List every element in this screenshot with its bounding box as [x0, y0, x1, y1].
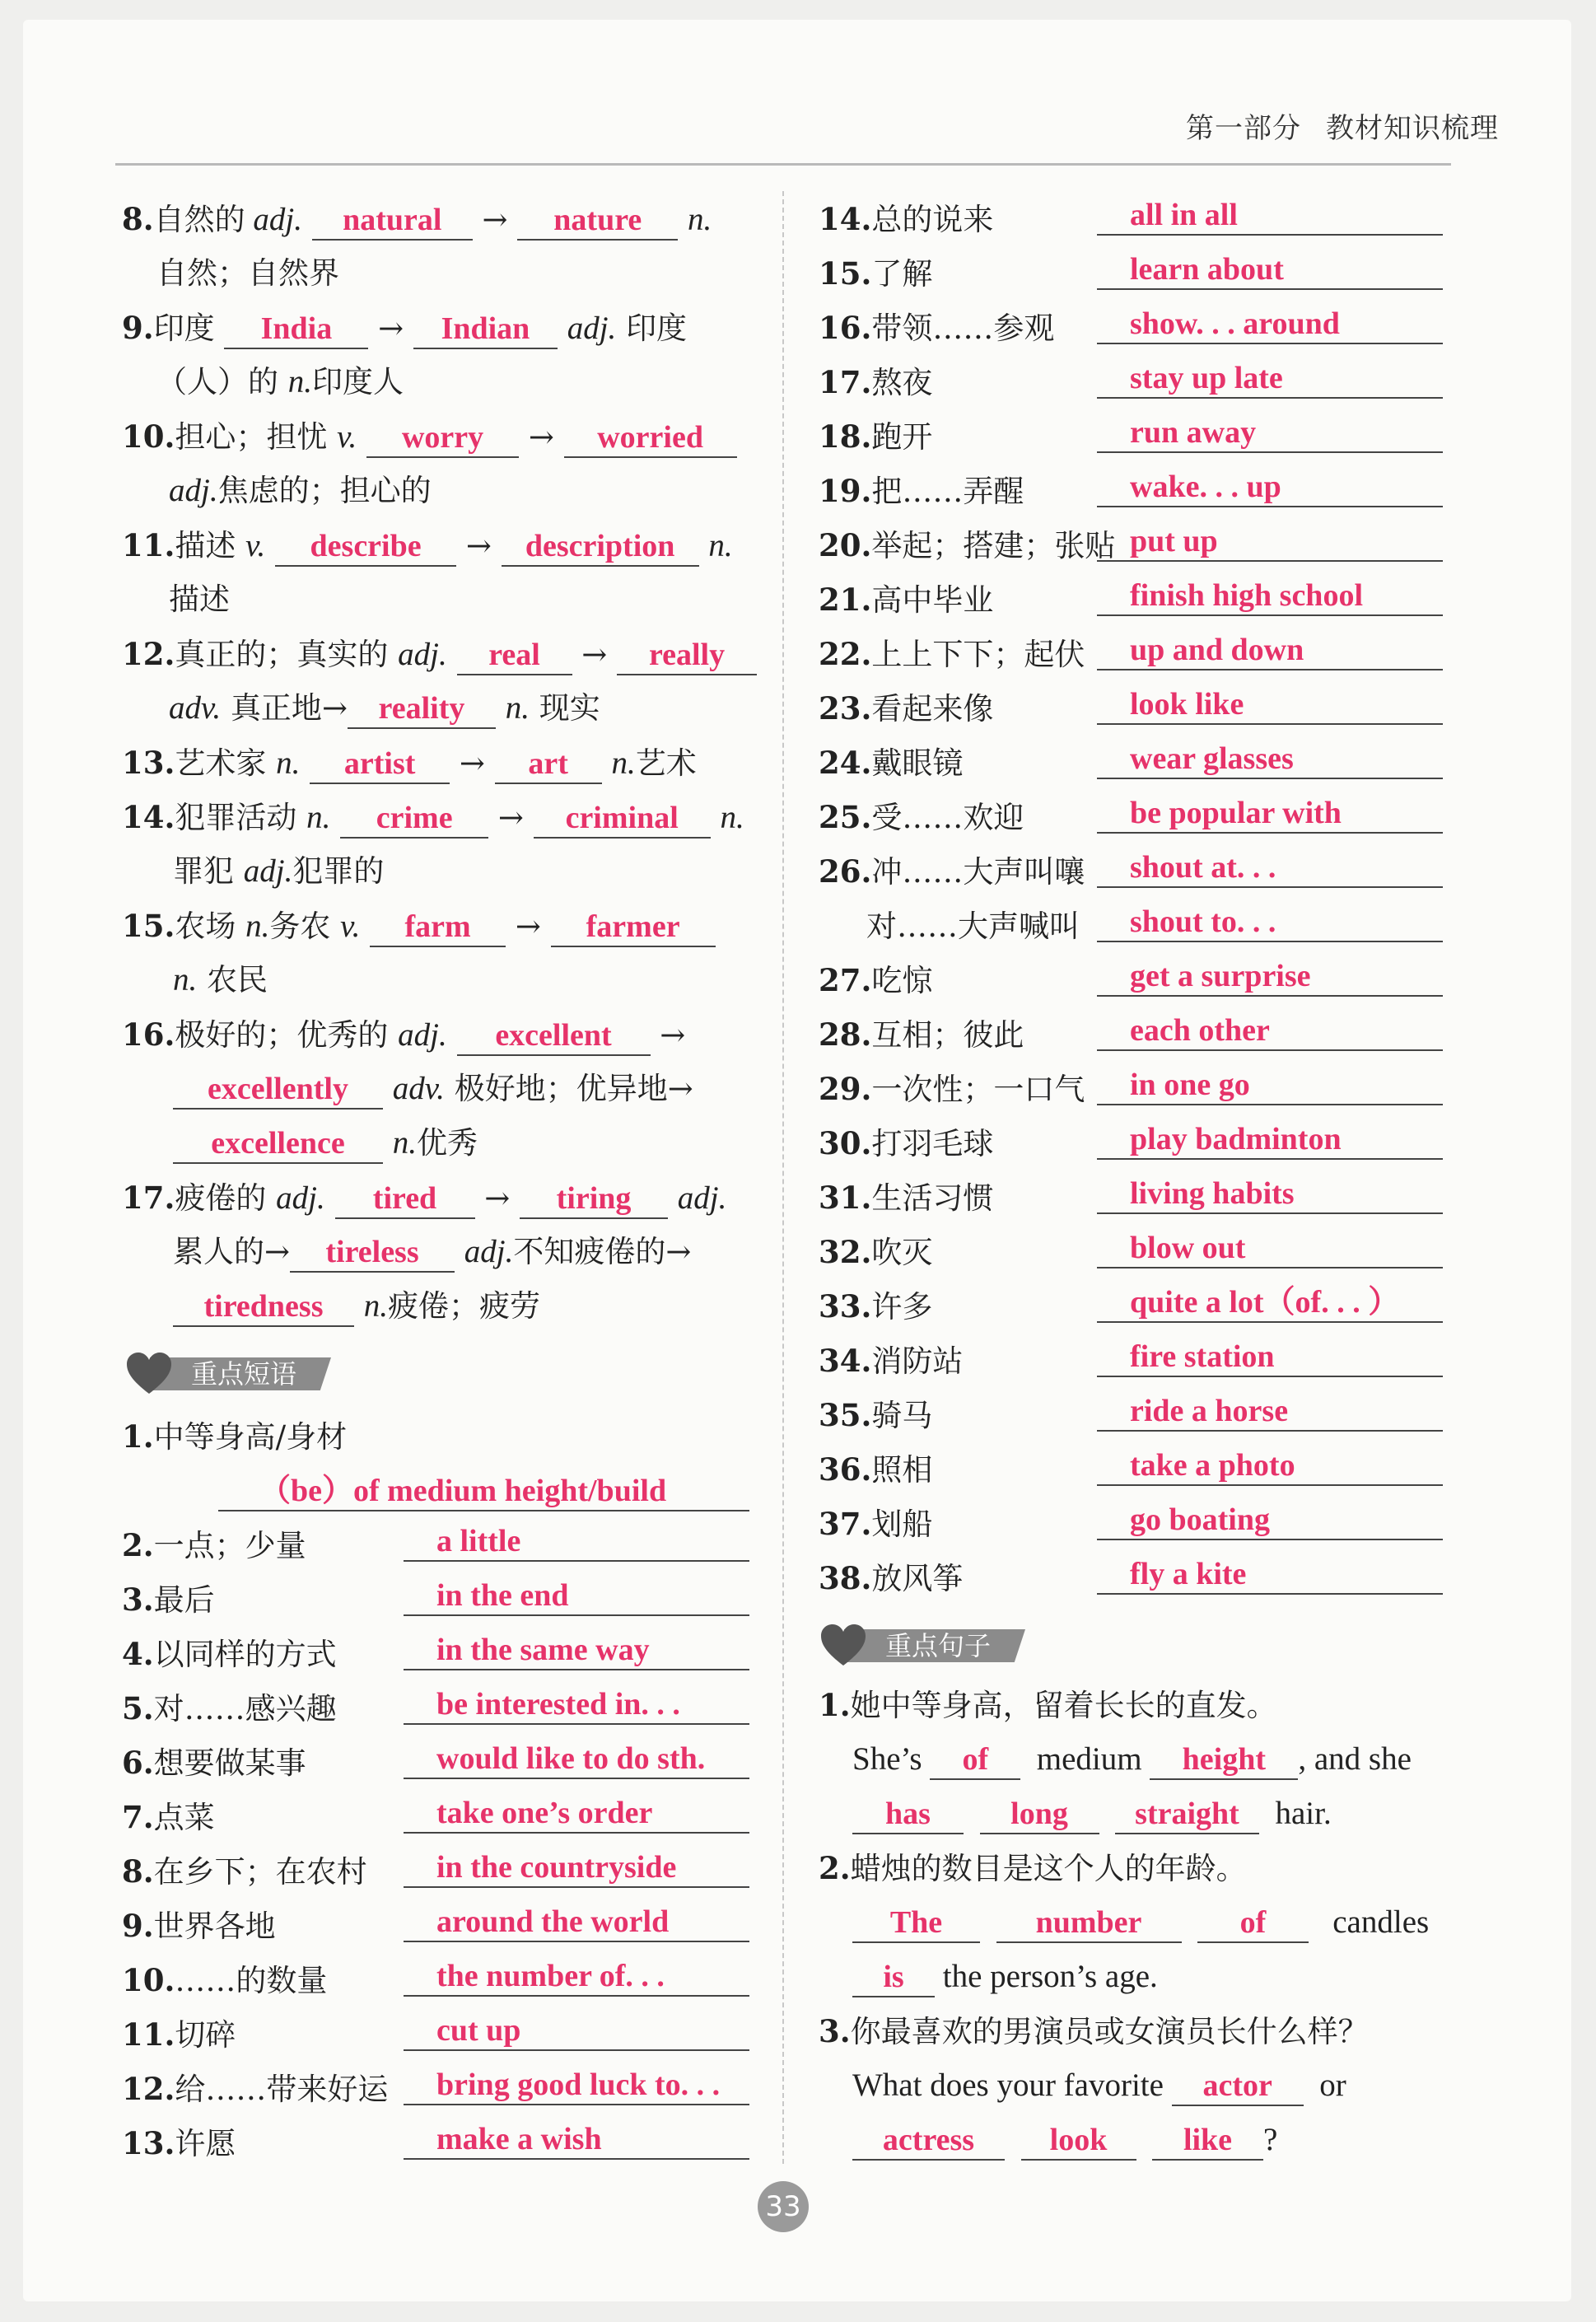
phrase-item	[819, 901, 1443, 951]
item-number: 36.	[819, 1451, 872, 1488]
answer-blank[interactable]: Indian	[413, 310, 558, 349]
phrase-item	[819, 521, 1443, 570]
phrase-item	[819, 1173, 1443, 1222]
phrase-item	[819, 1064, 1443, 1114]
phrase-chinese: 对……大声喊叫	[866, 909, 1080, 944]
sentence-2-prompt: 2.蜡烛的数目是这个人的年龄。	[819, 1850, 1247, 1886]
answer-blank[interactable]: is	[852, 1958, 935, 1997]
answer-blank[interactable]: art	[495, 745, 602, 784]
header-rule	[115, 163, 1451, 166]
phrase-chinese: 了解	[871, 256, 933, 292]
word-item-17: 17.疲倦的 adj. tired → tiring adj.	[122, 1173, 726, 1222]
answer-blank[interactable]: in the countryside	[404, 1848, 749, 1888]
answer-blank[interactable]: finish high school	[1097, 577, 1443, 616]
answer-blank[interactable]: cut up	[404, 2011, 749, 2051]
answer-blank[interactable]: real	[457, 636, 572, 675]
word-item-12-line2: adv. 真正地→ reality n. 现实	[169, 684, 600, 733]
answer-blank[interactable]: of	[930, 1740, 1020, 1780]
item-number: 11.	[122, 2016, 175, 2053]
phrase-item	[122, 1575, 749, 1624]
item-number: 27.	[819, 962, 872, 998]
phrase-chinese: 冲……大声叫嚷	[871, 854, 1085, 890]
phrase-item	[122, 1738, 749, 1787]
answer-blank[interactable]: has	[852, 1795, 964, 1834]
phrase-chinese: 想要做某事	[153, 1745, 306, 1781]
phrase-chinese: 划船	[871, 1507, 933, 1542]
word-item-14-line2: 罪犯 adj.犯罪的	[173, 853, 385, 889]
phrase-chinese: 给……带来好运	[175, 2072, 389, 2107]
phrase-chinese: 以同样的方式	[153, 1637, 337, 1672]
phrase-item	[819, 1499, 1443, 1549]
item-number: 13.	[122, 2125, 175, 2161]
phrase-chinese: 许愿	[175, 2126, 236, 2161]
phrase-item	[122, 1901, 749, 1951]
item-number: 34.	[819, 1343, 872, 1379]
phrase-item	[819, 575, 1443, 624]
answer-blank[interactable]: tireless	[290, 1233, 455, 1273]
word-item-8: 8.自然的 adj. natural → nature n.	[122, 194, 712, 244]
item-number: 7.	[122, 1799, 154, 1835]
phrase-item	[122, 2119, 749, 2168]
phrase-chinese: 点菜	[153, 1800, 215, 1835]
answer-blank[interactable]: run away	[1097, 413, 1443, 453]
phrase-chinese: 跑开	[871, 419, 933, 455]
phrase-chinese: 把……弄醒	[871, 474, 1024, 509]
item-number: 22.	[819, 636, 872, 672]
answer-blank[interactable]: quite a lot（of. . . ）	[1097, 1283, 1443, 1323]
phrase-item	[819, 249, 1443, 298]
answer-blank[interactable]: be popular with	[1097, 794, 1443, 834]
item-number: 32.	[819, 1234, 872, 1270]
answer-blank[interactable]: look	[1021, 2121, 1136, 2161]
phrase-chinese: 生活习惯	[871, 1180, 994, 1216]
answer-blank[interactable]: describe	[275, 527, 456, 567]
phrase-item	[819, 684, 1443, 733]
phrase-chinese: 许多	[871, 1289, 933, 1325]
item-number: 38.	[819, 1560, 872, 1596]
item-number: 19.	[819, 473, 872, 509]
sentence-3-line2: actress look like ?	[852, 2115, 1277, 2165]
phrase-chinese: 吃惊	[871, 963, 933, 998]
answer-blank[interactable]: wake. . . up	[1097, 468, 1443, 507]
phrase-item	[819, 629, 1443, 679]
item-number: 9.	[122, 1908, 154, 1944]
answer-blank[interactable]: in the end	[404, 1577, 749, 1616]
word-item-15-line2: n. 农民	[173, 962, 268, 997]
answer-blank[interactable]: of	[1197, 1904, 1309, 1943]
sentence-1-line2: has long straight hair.	[852, 1789, 1332, 1838]
answer-blank[interactable]: artist	[310, 745, 450, 784]
answer-blank[interactable]: worried	[564, 418, 737, 458]
answer-blank[interactable]: worry	[366, 418, 519, 458]
answer-blank[interactable]: The	[852, 1904, 980, 1943]
phrase-item	[122, 1955, 749, 2005]
sentence-1-prompt: 1.她中等身高，留着长长的直发。	[819, 1687, 1277, 1723]
sentence-1-line1: She’s of medium height , and she	[852, 1735, 1412, 1784]
page-header	[1161, 105, 1499, 146]
answer-blank[interactable]: go boating	[1097, 1501, 1443, 1540]
answer-blank[interactable]: height	[1150, 1740, 1298, 1780]
item-number: 14.	[819, 201, 872, 237]
answer-blank[interactable]: excellence	[173, 1124, 383, 1164]
phrase-chinese: 骑马	[871, 1398, 933, 1433]
answer-blank[interactable]: put up	[1097, 522, 1443, 562]
answer-blank[interactable]: excellently	[173, 1070, 383, 1110]
answer-blank[interactable]: a little	[404, 1522, 749, 1562]
word-item-17-line2: 累人的→ tireless adj.不知疲倦的→	[173, 1227, 691, 1277]
item-number: 31.	[819, 1180, 872, 1216]
phrase-item	[819, 1553, 1443, 1603]
phrase-chinese: 吹灭	[871, 1235, 933, 1270]
phrase-item	[122, 1792, 749, 1842]
phrase-item-1-answer	[218, 1466, 749, 1516]
word-item-8-line2: 自然；自然界	[156, 255, 339, 291]
answer-blank[interactable]: in one go	[1097, 1066, 1443, 1105]
item-number: 10.	[122, 1962, 175, 1998]
answer-blank[interactable]: actress	[852, 2121, 1005, 2161]
phrase-chinese: 切碎	[175, 2017, 236, 2053]
answer-blank[interactable]: reality	[348, 689, 496, 729]
phrase-chinese: 照相	[871, 1452, 933, 1488]
phrase-chinese: 消防站	[871, 1343, 964, 1379]
phrase-chinese: 总的说来	[871, 202, 994, 237]
item-number: 18.	[819, 418, 872, 455]
answer-blank[interactable]: crime	[340, 799, 488, 839]
phrase-chinese: 世界各地	[153, 1909, 276, 1944]
phrase-item	[122, 1521, 749, 1570]
word-item-15: 15.农场 n.务农 v. farm → farmer	[122, 901, 716, 951]
phrase-item	[122, 2010, 749, 2059]
sentence-3-line1: What does your favorite actor or	[852, 2061, 1346, 2110]
answer-blank[interactable]: in the same way	[404, 1631, 749, 1670]
phrase-chinese: 举起；搭建；张贴	[871, 528, 1116, 563]
item-number: 35.	[819, 1397, 872, 1433]
phrase-chinese: 互相；彼此	[871, 1017, 1024, 1053]
phrase-item	[819, 194, 1443, 244]
answer-blank[interactable]: tired	[335, 1180, 475, 1219]
phrase-chinese: 带领……参观	[871, 311, 1055, 346]
item-number: 17.	[819, 364, 872, 400]
page-number: 33	[758, 2181, 809, 2232]
item-number: 16.	[819, 310, 872, 346]
phrase-chinese: 上上下下；起伏	[871, 637, 1085, 672]
phrase-item	[819, 1119, 1443, 1168]
header-part: 第一部分	[1186, 112, 1301, 145]
phrase-item	[819, 847, 1443, 896]
section-title: 重点句子	[885, 1630, 992, 1661]
word-item-17-line3: tiredness n.疲倦；疲劳	[173, 1282, 540, 1331]
phrase-item	[819, 412, 1443, 461]
answer-blank[interactable]: show. . . around	[1097, 305, 1443, 344]
section-key-sentences	[819, 1623, 1034, 1664]
word-item-10: 10.担心；担忧 v. worry → worried	[122, 412, 737, 461]
phrase-item	[819, 1282, 1443, 1331]
phrase-item	[122, 2064, 749, 2114]
word-item-14: 14.犯罪活动 n. crime → criminal n.	[122, 792, 744, 842]
item-number: 6.	[122, 1745, 154, 1781]
phrase-item	[819, 357, 1443, 407]
column-divider	[782, 191, 784, 2164]
phrase-chinese: 看起来像	[871, 691, 994, 727]
phrase-item	[819, 792, 1443, 842]
phrase-chinese: 最后	[153, 1582, 215, 1618]
sentence-2-line2: is the person’s age.	[852, 1952, 1158, 2002]
phrase-chinese: 一次性；一口气	[871, 1072, 1085, 1107]
answer-blank[interactable]: farm	[370, 908, 506, 947]
phrase-chinese: 在乡下；在农村	[153, 1854, 367, 1890]
word-item-12: 12.真正的；真实的 adj. real → really	[122, 629, 757, 679]
word-item-16: 16.极好的；优秀的 adj. excellent →	[122, 1010, 685, 1059]
answer-blank[interactable]: make a wish	[404, 2120, 749, 2160]
answer-blank[interactable]: tiredness	[173, 1287, 354, 1327]
item-number: 37.	[819, 1506, 872, 1542]
phrase-chinese: 打羽毛球	[871, 1126, 994, 1161]
answer-blank[interactable]: criminal	[534, 799, 711, 839]
answer-blank[interactable]: （be）of medium height/build	[218, 1472, 749, 1511]
answer-blank[interactable]: shout at. . .	[1097, 848, 1443, 888]
item-number: 29.	[819, 1071, 872, 1107]
answer-blank[interactable]: farmer	[551, 908, 716, 947]
answer-blank[interactable]: description	[502, 527, 699, 567]
phrase-item	[819, 303, 1443, 353]
answer-blank[interactable]: all in all	[1097, 196, 1443, 236]
answer-blank[interactable]: wear glasses	[1097, 740, 1443, 779]
answer-blank[interactable]: each other	[1097, 1011, 1443, 1051]
word-item-16-line3: excellence n.优秀	[173, 1119, 478, 1168]
section-key-phrases	[125, 1351, 339, 1392]
item-number: 20.	[819, 527, 872, 563]
phrase-item	[819, 1445, 1443, 1494]
item-number: 25.	[819, 799, 872, 835]
heart-icon	[125, 1351, 173, 1395]
answer-blank[interactable]: ride a horse	[1097, 1392, 1443, 1432]
answer-blank[interactable]: around the world	[404, 1903, 749, 1942]
phrase-item	[819, 466, 1443, 516]
answer-blank[interactable]: up and down	[1097, 631, 1443, 670]
answer-blank[interactable]: number	[996, 1904, 1182, 1943]
answer-blank[interactable]: fire station	[1097, 1338, 1443, 1377]
phrase-item-1: 1.中等身高/身材	[122, 1418, 348, 1455]
word-item-16-line2: excellently adv. 极好地；优异地→	[173, 1064, 693, 1114]
phrase-item	[819, 1010, 1443, 1059]
item-number: 3.	[122, 1581, 154, 1618]
word-item-13: 13.艺术家 n. artist → art n.艺术	[122, 738, 697, 787]
header-title: 教材知识梳理	[1326, 112, 1499, 145]
answer-blank[interactable]: India	[224, 310, 368, 349]
answer-blank[interactable]: long	[980, 1795, 1099, 1834]
answer-blank[interactable]: excellent	[457, 1016, 651, 1056]
answer-blank[interactable]: blow out	[1097, 1229, 1443, 1268]
answer-blank[interactable]: get a surprise	[1097, 957, 1443, 997]
answer-blank[interactable]: like	[1152, 2121, 1263, 2161]
phrase-item	[819, 1390, 1443, 1440]
answer-blank[interactable]: tiring	[520, 1180, 668, 1219]
word-item-9: 9.印度 India → Indian adj. 印度	[122, 303, 687, 353]
phrase-chinese: 戴眼镜	[871, 745, 964, 781]
answer-blank[interactable]: the number of. . .	[404, 1957, 749, 1997]
item-number: 23.	[819, 690, 872, 727]
phrase-item	[122, 1629, 749, 1679]
answer-blank[interactable]: fly a kite	[1097, 1555, 1443, 1595]
phrase-chinese: 高中毕业	[871, 582, 994, 618]
answer-blank[interactable]: take one’s order	[404, 1794, 749, 1834]
answer-blank[interactable]: be interested in. . .	[404, 1685, 749, 1725]
answer-blank[interactable]: stay up late	[1097, 359, 1443, 399]
word-item-11-line2: 描述	[169, 582, 230, 617]
answer-blank[interactable]: take a photo	[1097, 1446, 1443, 1486]
answer-blank[interactable]: shout to. . .	[1097, 903, 1443, 942]
item-number: 12.	[122, 2071, 175, 2107]
answer-blank[interactable]: living habits	[1097, 1175, 1443, 1214]
heart-icon	[819, 1623, 867, 1667]
phrase-chinese: 放风筝	[871, 1561, 964, 1596]
phrase-chinese: ……的数量	[175, 1963, 328, 1998]
answer-blank[interactable]: play badminton	[1097, 1120, 1443, 1160]
item-number: 28.	[819, 1016, 872, 1053]
item-number: 8.	[122, 1853, 154, 1890]
phrase-item	[819, 1336, 1443, 1385]
answer-blank[interactable]: look like	[1097, 685, 1443, 725]
answer-blank[interactable]: natural	[312, 201, 473, 241]
item-number: 5.	[122, 1690, 154, 1726]
sentence-2-line1: The number of candles	[852, 1898, 1429, 1947]
item-number: 33.	[819, 1288, 872, 1325]
item-number: 4.	[122, 1636, 154, 1672]
answer-blank[interactable]: would like to do sth.	[404, 1740, 749, 1779]
phrase-item	[819, 955, 1443, 1005]
phrase-chinese: 受……欢迎	[871, 800, 1024, 835]
answer-blank[interactable]: learn about	[1097, 250, 1443, 290]
item-number: 2.	[122, 1527, 154, 1563]
phrase-item	[122, 1684, 749, 1733]
answer-blank[interactable]: really	[617, 636, 757, 675]
item-number: 15.	[819, 255, 872, 292]
section-title: 重点短语	[191, 1358, 297, 1390]
phrase-item	[819, 738, 1443, 787]
answer-blank[interactable]: actor	[1172, 2067, 1304, 2106]
word-item-11: 11.描述 v. describe → description n.	[122, 521, 733, 570]
phrase-chinese: 一点；少量	[153, 1528, 306, 1563]
item-number: 24.	[819, 745, 872, 781]
item-number: 21.	[819, 582, 872, 618]
phrase-chinese: 对……感兴趣	[153, 1691, 337, 1726]
item-number: 26.	[819, 853, 872, 890]
phrase-item	[122, 1847, 749, 1896]
word-item-10-line2: adj.焦虑的；担心的	[169, 473, 432, 508]
answer-blank[interactable]: straight	[1115, 1795, 1259, 1834]
item-number: 30.	[819, 1125, 872, 1161]
phrase-chinese: 熬夜	[871, 365, 933, 400]
sentence-3-prompt: 3.你最喜欢的男演员或女演员长什么样？	[819, 2013, 1369, 2049]
phrase-item	[819, 1227, 1443, 1277]
word-item-9-line2: （人）的 n.印度人	[156, 364, 404, 399]
answer-blank[interactable]: bring good luck to. . .	[404, 2066, 749, 2105]
answer-blank[interactable]: nature	[517, 201, 678, 241]
